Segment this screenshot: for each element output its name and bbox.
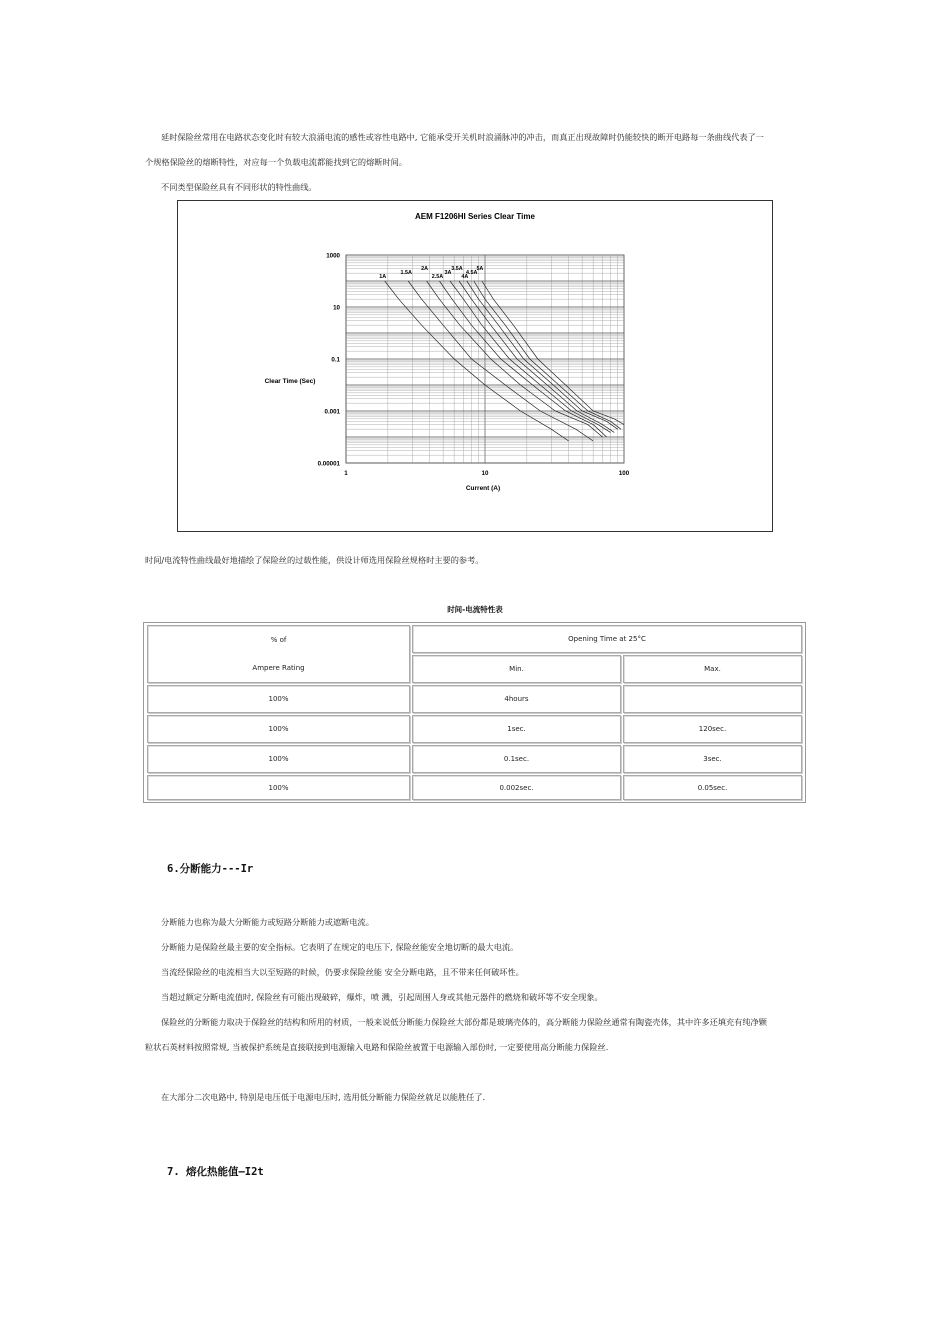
chart-series-label: 4A <box>461 274 469 280</box>
chart-canvas <box>178 201 772 531</box>
row-2-min: 1sec. <box>412 715 621 743</box>
chart-series-label: 1.5A <box>400 270 412 276</box>
row-1-rating: 100% <box>147 685 410 713</box>
row-2-rating: 100% <box>147 715 410 743</box>
table-title: 时间-电流特性表 <box>447 605 503 614</box>
chart-series-label: 3.5A <box>451 266 463 272</box>
row-1-max <box>623 685 802 713</box>
chart-y-axis-label: Clear Time (Sec) <box>264 378 316 385</box>
row-2-max: 120sec. <box>623 715 802 743</box>
header-opening-time: Opening Time at 25°C <box>412 625 802 653</box>
header-ampere-rating-line2: Ampere Rating <box>252 664 305 672</box>
row-4-rating: 100% <box>147 775 410 800</box>
row-3-max: 3sec. <box>623 745 802 773</box>
chart-title: AEM F1206HI Series Clear Time <box>415 212 535 221</box>
chart-series-label: 3A <box>444 270 452 276</box>
header-max: Max. <box>623 655 802 683</box>
section-6-paragraph-5a: 保险丝的分断能力取决于保险丝的结构和所用的材质，一般来说低分断能力保险丝大部份都是玻璃壳体的，高分断能力保险丝通常有陶瓷壳体，其中许多还填充有纯净颗 <box>161 1017 767 1027</box>
chart-y-tick-label: 10 <box>333 304 340 312</box>
chart-series-line <box>467 281 618 429</box>
chart-x-tick-label: 100 <box>618 470 630 477</box>
section-6-paragraph-3: 当流经保险丝的电流相当大以至短路的时候，仍要求保险丝能 安全分断电路，且不带来任何破坏性。 <box>161 967 524 977</box>
header-ampere-rating <box>147 625 410 683</box>
chart-series-label: 5A <box>476 266 484 272</box>
chart-y-tick-label: 1000 <box>326 252 340 260</box>
chart-y-tick-label: 0.001 <box>324 408 340 416</box>
row-3-rating: 100% <box>147 745 410 773</box>
chart-series-group <box>379 266 624 441</box>
section-6-paragraph-1: 分断能力也称为最大分断能力或短路分断能力或遮断电流。 <box>161 917 374 927</box>
row-4-min: 0.002sec. <box>412 775 621 800</box>
row-1-min: 4hours <box>412 685 621 713</box>
chart-series-line <box>474 281 621 429</box>
chart-x-tick-label: 1 <box>344 470 348 477</box>
chart-x-tick-label: 10 <box>481 470 489 477</box>
chart-series-line <box>408 281 593 441</box>
chart-x-axis-label: Current (A) <box>465 485 501 492</box>
chart-y-tick-label: 0.00001 <box>317 460 340 468</box>
clear-time-chart <box>177 200 773 532</box>
intro-line-3: 不同类型保险丝具有不同形状的特性曲线。 <box>161 182 317 192</box>
section-7-heading: 7. 熔化热能值—I2t <box>167 1166 264 1178</box>
section-6-heading: 6.分断能力---Ir <box>167 863 254 875</box>
row-4-max: 0.05sec. <box>623 775 802 800</box>
chart-y-tick-label: 0.1 <box>331 356 340 364</box>
header-min: Min. <box>412 655 621 683</box>
intro-line-2: 个规格保险丝的熔断特性，对应每一个负载电流都能找到它的熔断时间。 <box>145 157 408 167</box>
chart-series-label: 1A <box>379 274 387 280</box>
intro-line-1: 延时保险丝常用在电路状态变化时有较大浪涌电流的感性或容性电路中, 它能承受开关机时浪涌脉冲的冲击，而真正出现故障时仍能较快的断开电路每一条曲线代表了一 <box>161 132 764 142</box>
time-current-table <box>143 622 806 803</box>
chart-series-label: 2A <box>421 266 429 272</box>
section-6-paragraph-5b: 粒状石英材料按照常规, 当被保护系统是直接联接到电源输入电路和保险丝被置于电源输入部份时, 一定要使用高分断能力保险丝. <box>145 1042 609 1052</box>
header-ampere-rating-line1: % of <box>270 636 287 644</box>
section-6-paragraph-4: 当超过额定分断电流值时, 保险丝有可能出现破碎，爆炸，喷 溅，引起周围人身或其他元器件的燃烧和破坏等不安全现象。 <box>161 992 603 1002</box>
chart-series-label: 2.5A <box>431 274 444 280</box>
chart-caption: 时间/电流特性曲线最好地描绘了保险丝的过载性能，供设计师选用保险丝规格时主要的参考。 <box>145 555 484 565</box>
section-6-paragraph-2: 分断能力是保险丝最主要的安全指标。它表明了在规定的电压下, 保险丝能安全地切断的最大电流。 <box>161 942 519 952</box>
row-3-min: 0.1sec. <box>412 745 621 773</box>
section-6-paragraph-6: 在大部分二次电路中, 特别是电压低于电源电压时, 选用低分断能力保险丝就足以能胜任了. <box>161 1092 486 1102</box>
chart-series-label: 4.5A <box>466 270 478 276</box>
